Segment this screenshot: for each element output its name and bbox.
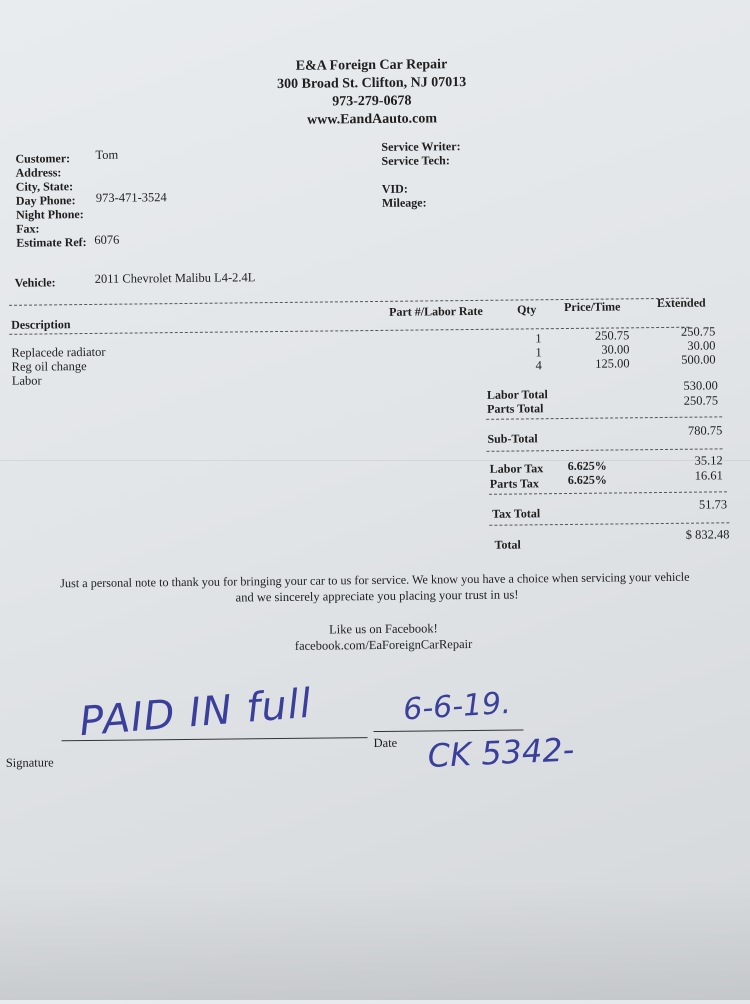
date-line <box>373 729 523 732</box>
parts-tax-value: 16.61 <box>694 468 723 483</box>
tax-total-label: Tax Total <box>492 506 541 521</box>
labor-total-label: Labor Total <box>486 387 548 402</box>
row-description: Replacede radiator <box>11 344 106 360</box>
total-label: Total <box>494 537 521 552</box>
paper-fold <box>0 460 750 461</box>
total-value: $ 832.48 <box>685 527 730 542</box>
parts-total-value: 250.75 <box>683 393 719 408</box>
facebook-cta: Like us on Facebook! <box>328 621 438 637</box>
row-qty: 1 <box>535 345 542 360</box>
col-price-time: Price/Time <box>563 299 621 315</box>
estimate-ref-label: Estimate Ref: <box>16 235 87 250</box>
fax-label: Fax: <box>16 221 40 236</box>
shop-website: www.EandAauto.com <box>307 111 438 128</box>
thank-you-note-line1: Just a personal note to thank you for bringing your car to us for service. We know you have a choice when servicing your vehicle <box>60 569 690 591</box>
estimate-ref-value: 6076 <box>94 232 120 247</box>
customer-value: Tom <box>95 147 119 162</box>
row-price: 125.00 <box>595 356 630 371</box>
row-qty: 1 <box>535 331 542 346</box>
row-extended: 500.00 <box>681 352 716 367</box>
customer-label: Customer: <box>15 151 71 166</box>
vid-label: VID: <box>381 181 408 196</box>
tax-rule-top <box>487 448 723 451</box>
col-extended: Extended <box>656 295 706 311</box>
row-extended: 250.75 <box>680 324 716 339</box>
night-phone-label: Night Phone: <box>15 207 84 222</box>
row-description: Labor <box>11 373 42 388</box>
col-part-labor-rate: Part #/Labor Rate <box>389 303 483 319</box>
shop-phone: 973-279-0678 <box>332 93 412 110</box>
row-extended: 30.00 <box>687 338 716 353</box>
col-qty: Qty <box>516 302 537 317</box>
labor-tax-rate: 6.625% <box>567 458 607 473</box>
labor-total-value: 530.00 <box>683 378 718 393</box>
row-description: Reg oil change <box>11 359 87 374</box>
signature-label: Signature <box>5 755 54 770</box>
facebook-url: facebook.com/EaForeignCarRepair <box>294 636 473 653</box>
total-rule <box>489 522 729 526</box>
row-price: 250.75 <box>594 328 630 343</box>
col-description: Description <box>11 317 71 332</box>
date-label: Date <box>373 735 398 751</box>
handwritten-paid-in-full: PAID IN full <box>77 680 314 746</box>
city-state-label: City, State: <box>15 179 74 194</box>
vehicle-label: Vehicle: <box>14 275 56 290</box>
thank-you-note-line2: and we sincerely appreciate you placing your trust in us! <box>235 587 519 605</box>
labor-tax-label: Labor Tax <box>489 461 544 476</box>
service-writer-label: Service Writer: <box>381 139 461 154</box>
day-phone-label: Day Phone: <box>15 193 76 208</box>
day-phone-value: 973-471-3524 <box>95 190 167 205</box>
handwritten-date: 6-6-19. <box>402 685 512 728</box>
tax-total-value: 51.73 <box>698 497 728 512</box>
tax-rule-bottom <box>489 491 727 494</box>
labor-tax-value: 35.12 <box>694 453 723 468</box>
address-label: Address: <box>15 165 62 180</box>
row-qty: 4 <box>535 358 542 373</box>
handwritten-check-number: CK 5342- <box>426 730 575 776</box>
paper-shadow <box>0 880 750 1000</box>
mileage-label: Mileage: <box>381 195 427 210</box>
parts-tax-label: Parts Tax <box>489 476 539 491</box>
parts-tax-rate: 6.625% <box>567 472 607 487</box>
row-price: 30.00 <box>601 342 630 357</box>
service-tech-label: Service Tech: <box>381 153 450 168</box>
parts-total-label: Parts Total <box>487 401 544 416</box>
subtotal-value: 780.75 <box>687 423 723 438</box>
shop-name: E&A Foreign Car Repair <box>295 57 448 74</box>
subtotal-rule <box>486 416 722 419</box>
vehicle-value: 2011 Chevrolet Malibu L4-2.4L <box>94 270 256 286</box>
subtotal-label: Sub-Total <box>487 431 538 446</box>
shop-address: 300 Broad St. Clifton, NJ 07013 <box>277 75 467 93</box>
